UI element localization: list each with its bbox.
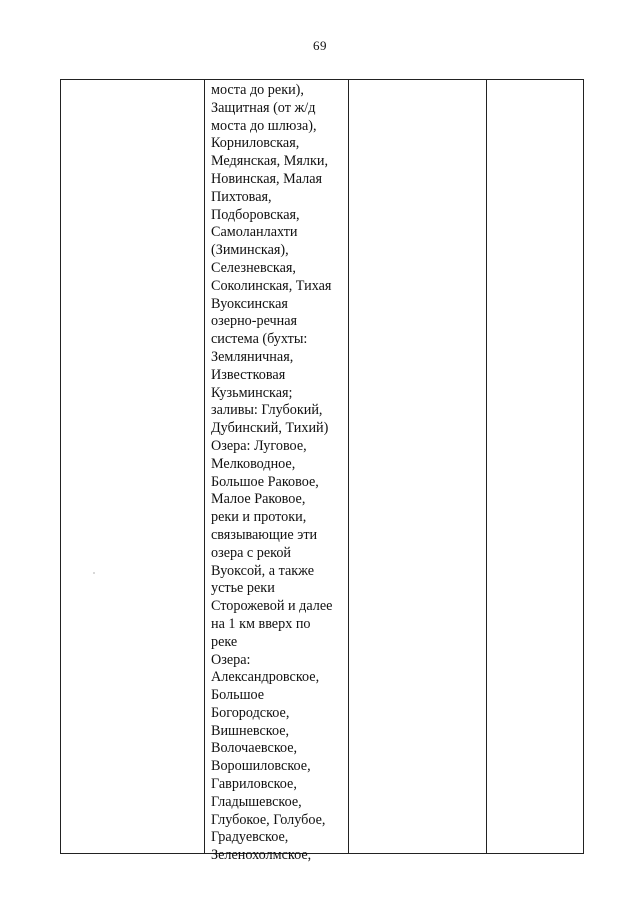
cell-text-line: (Зиминская), [211,242,289,259]
cell-text-line: моста до реки), [211,82,304,98]
column-divider-1 [204,80,205,853]
cell-text-line: Мелководное, [211,455,296,472]
cell-text-line: Корниловская, [211,135,300,152]
cell-text-line: Александровское, [211,669,320,686]
cell-text-line: Соколинская, Тихая [211,277,332,294]
cell-text-line: Земляничная, [211,348,294,365]
cell-text-line: Вуоксой, а также [211,562,315,579]
cell-text-line: Самоланлахти [211,224,298,241]
cell-text-line: Большое [211,687,265,704]
cell-text-line: Подборовская, [211,206,300,223]
cell-text-line: Озера: Луговое, [211,437,307,454]
column-divider-2 [348,80,349,853]
cell-text-line: Селезневская, [211,259,296,276]
cell-text-line: озера с рекой [211,544,292,561]
cell-text-line: Известковая [211,366,286,383]
table [60,79,584,864]
cell-text-line: озерно-речная [211,313,298,330]
cell-text-line: Дубинский, Тихий) [211,420,329,437]
cell-text-line: связывающие эти [211,526,318,543]
table-cell-water-bodies [211,82,347,865]
page-number: 69 [313,38,327,53]
cell-text-line: Малое Раковое, [211,491,306,508]
cell-text-line: система (бухты: [211,331,308,348]
cell-text-line: Вишневское, [211,722,290,739]
cell-text-line: Сторожевой и далее [211,598,333,615]
cell-text-line: Гладышевское, [211,793,302,810]
cell-text-line: Богородское, [211,704,290,721]
cell-text-line: Озера: [211,651,251,668]
cell-text-line: Большое Раковое, [211,473,319,490]
cell-text-line: Глубокое, Голубое, [211,811,326,828]
cell-text-line: устье реки [211,580,275,597]
cell-text-line: Новинская, Малая [211,170,323,187]
column-divider-3 [486,80,487,853]
cell-text-line: Пихтовая, [211,188,272,205]
cell-text-line: Волочаевское, [211,740,298,757]
cell-text-line: реке [211,633,238,650]
cell-text-line: Градуевское, [211,829,289,846]
cell-text-line: моста до шлюза), [211,117,317,134]
cell-text-line: Защитная (от ж/д [211,99,316,116]
cell-text-line: на 1 км вверх по [211,615,311,632]
cell-text-line: заливы: Глубокий, [211,402,323,419]
scan-speck [93,572,95,574]
cell-text-line: Медянская, Мялки, [211,153,329,170]
cell-text-line: Гавриловское, [211,776,297,793]
cell-text-line: реки и протоки, [211,509,307,526]
cell-text-line: Зеленохолмское, [211,847,312,864]
cell-text-line: Ворошиловское, [211,758,311,775]
cell-text-line: Кузьминская; [211,384,293,401]
cell-text-line: Вуоксинская [211,295,288,312]
